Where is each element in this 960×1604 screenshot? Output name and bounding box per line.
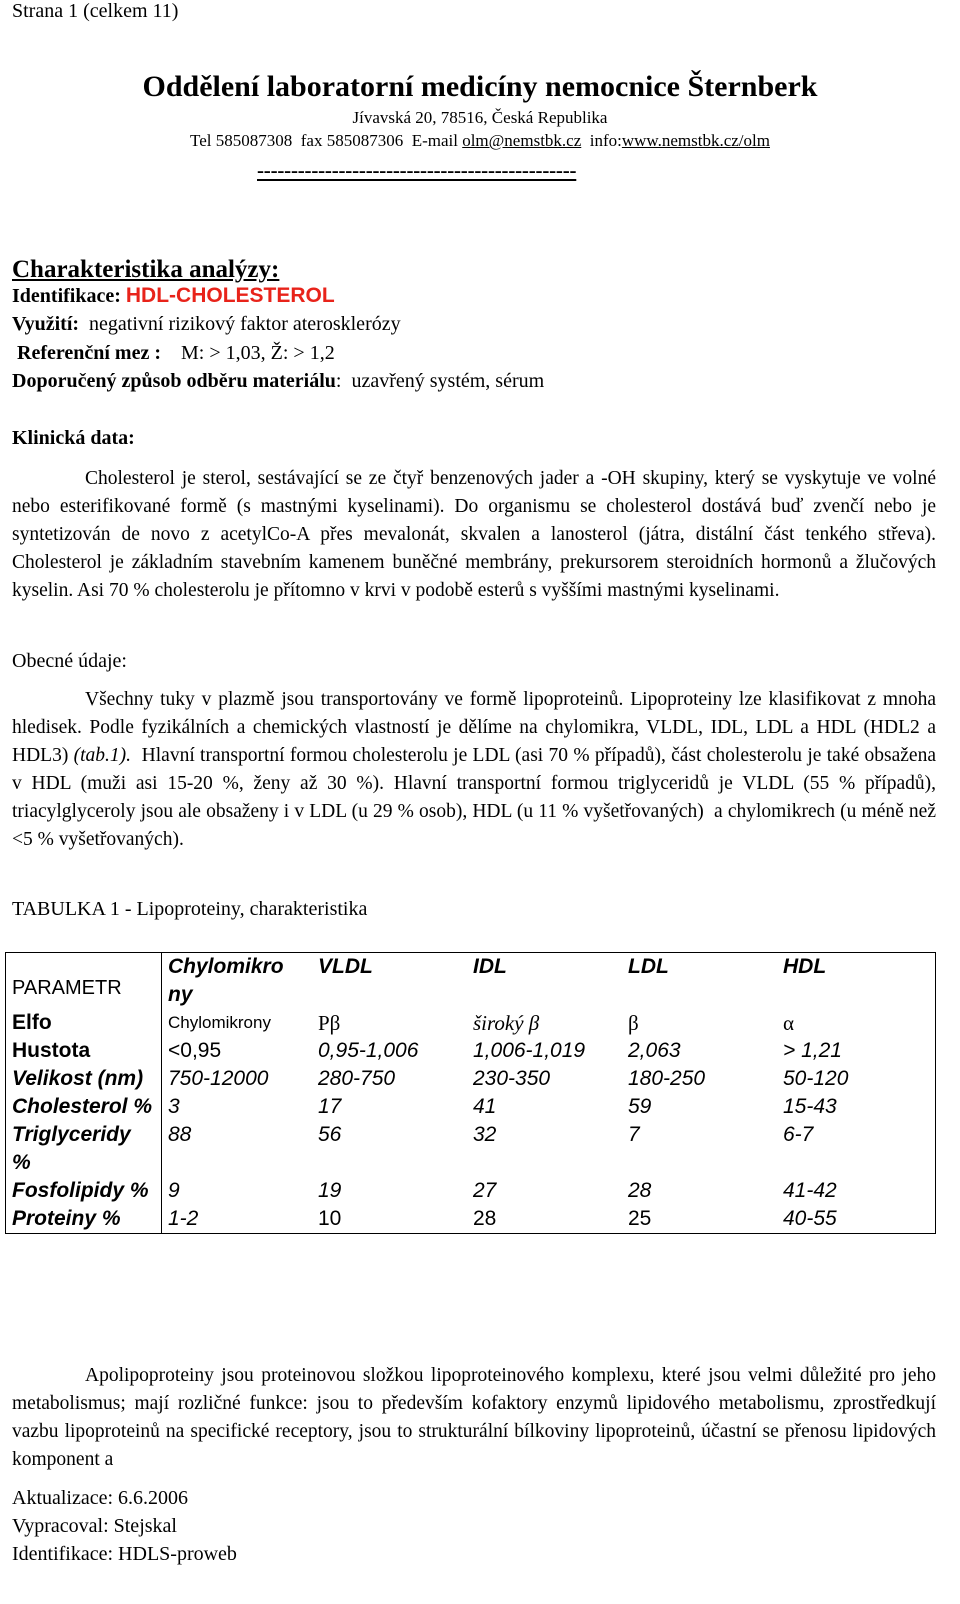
reference-label: Referenční mez : <box>12 342 162 364</box>
table-row <box>6 1037 936 1065</box>
identification-value: HDL-CHOLESTEROL <box>125 284 335 307</box>
header-idl: IDL <box>467 953 622 1010</box>
cell: 59 <box>628 1095 652 1118</box>
sample-row <box>12 370 544 393</box>
cell: 6-7 <box>777 1121 936 1177</box>
table-row <box>6 1093 936 1121</box>
table-row <box>6 1121 936 1177</box>
header-vldl: VLDL <box>312 953 467 1010</box>
organization-address: Jívavská 20, 78516, Česká Republika <box>352 108 608 127</box>
clinical-paragraph <box>12 465 936 605</box>
cell-text: široký β <box>473 1011 540 1035</box>
info-prefix: info: <box>581 131 622 150</box>
use-value: negativní rizikový faktor aterosklerózy <box>79 313 401 335</box>
param-elfo: Elfo <box>6 1009 162 1037</box>
website-link[interactable]: www.nemstbk.cz/olm <box>621 131 770 150</box>
sample-label: Doporučený způsob odběru materiálu <box>12 370 336 392</box>
email-link[interactable]: olm@nemstbk.cz <box>462 131 582 150</box>
apolipoprotein-paragraph <box>12 1362 936 1474</box>
cell: 180-250 <box>628 1067 706 1090</box>
header-hdl: HDL <box>777 953 936 1010</box>
sample-value: : uzavřený systém, sérum <box>335 370 545 392</box>
cell: 7 <box>628 1123 640 1146</box>
cell: Chylomikrony <box>168 1013 271 1032</box>
param-velikost-text: Velikost (nm) <box>12 1067 144 1090</box>
cell: 41-42 <box>777 1177 936 1205</box>
header-ldl: LDL <box>622 953 777 1010</box>
cell: 1,006-1,019 <box>473 1039 586 1062</box>
cell: β <box>628 1011 639 1035</box>
cell: 0,95-1,006 <box>318 1039 419 1062</box>
param-cholesterol: Cholesterol % <box>6 1093 162 1121</box>
header-divider: ----------------------------------------------- <box>257 158 577 182</box>
general-data-label: Obecné údaje: <box>12 650 127 672</box>
clinical-data-label: Klinická data: <box>12 427 135 449</box>
reference-row <box>12 342 335 365</box>
cell: <0,95 <box>168 1039 222 1062</box>
cell: 27 <box>473 1179 497 1202</box>
reference-value: M: > 1,03, Ž: > 1,2 <box>161 342 335 364</box>
cell: α <box>777 1009 936 1037</box>
general-text-1: Všechny tuky v plazmě jsou transportovány ve formě lipoproteinů. Lipoproteiny lze klasifikovat z mnoha hledisek. Podle fyzikálních a chemických vlastností je dělíme na chylomikra, VLDL, IDL, LDL a HDL (HDL2 a HDL3) <box>12 689 936 766</box>
cell: 19 <box>318 1179 342 1202</box>
cell: 56 <box>318 1123 342 1146</box>
use-label: Využití: <box>12 313 80 335</box>
cell: 1-2 <box>162 1205 313 1234</box>
table-row <box>6 1065 936 1093</box>
cell: 10 <box>312 1205 467 1234</box>
cell: 230-350 <box>473 1067 551 1090</box>
clinical-text: Cholesterol je sterol, sestávající se ze čtyř benzenových jader a -OH skupiny, který se vyskytuje ve volné nebo esterifikované formě (s mastnými kyselinami). Do organismu se cholesterol dostává buď zvenčí nebo je syntetizován de novo z acetylCo-A přes mevalonát, skvalen a lanosterol (játra, distální část tenkého střeva). Cholesterol je základním stavebním kamenem buněčné membrány, prekursorem steroidních hormonů a žlučových kyselin. Asi 70 % cholesterolu je přítomno v krvi v podobě esterů s vyššími mastnými kyselinami. <box>12 468 936 601</box>
cell: 28 <box>467 1205 622 1234</box>
general-paragraph <box>12 686 941 854</box>
cell: > 1,21 <box>777 1037 936 1065</box>
contact-line <box>0 131 960 151</box>
table-caption: TABULKA 1 - Lipoproteiny, charakteristika <box>12 898 368 920</box>
apolipoprotein-text: Apolipoproteiny jsou proteinovou složkou lipoproteinového komplexu, které jsou velmi důležité pro jeho metabolismus; mají rozličné funkce: jsou to především kofaktory enzymů lipidového metabolismu, zprostředkují vazbu lipoproteinů na specifické receptory, jsou to strukturální bílkoviny lipoproteinů, účastní se přenosu lipidových komponent a <box>12 1365 936 1470</box>
table-header-row <box>6 953 936 1010</box>
cell: 15-43 <box>777 1093 936 1121</box>
cell: 9 <box>168 1179 180 1202</box>
identification-label: Identifikace: <box>12 285 126 307</box>
cell <box>467 1009 622 1037</box>
cell: 40-55 <box>777 1205 936 1234</box>
cell: 280-750 <box>318 1067 396 1090</box>
header-parameter <box>6 953 162 1010</box>
cell: 28 <box>628 1179 652 1202</box>
footer-identification: Identifikace: HDLS-proweb <box>12 1543 237 1565</box>
cell: Pβ <box>318 1011 341 1035</box>
param-proteiny: Proteiny % <box>6 1205 162 1234</box>
identification-row <box>12 284 335 308</box>
cell: 2,063 <box>628 1039 681 1062</box>
cell: 25 <box>622 1205 777 1234</box>
table-reference: (tab.1). <box>73 745 132 766</box>
footer <box>12 1484 237 1568</box>
table-row <box>6 1205 936 1234</box>
table-row <box>6 1177 936 1205</box>
header-parameter-text: PARAMETR <box>12 977 122 999</box>
param-hustota: Hustota <box>6 1037 162 1065</box>
general-text-2: Hlavní transportní formou cholesterolu je LDL (asi 70 % případů), část cholesterolu je také obsažena v HDL (muži asi 15-20 %, ženy až 30 %). Hlavní transportní formou triglyceridů je VLDL (55 % případů), triacylglyceroly jsou ale obsaženy i v LDL (u 29 % osob), HDL (u 11 % vyšetřovaných) a chylomikrech (u méně než <5 % vyšetřovaných). <box>12 745 941 850</box>
header-chylomicrons: Chylomikro ny <box>162 953 313 1010</box>
param-triglyceridy: Triglyceridy % <box>6 1121 162 1177</box>
table-row <box>6 1009 936 1037</box>
cell: 50-120 <box>777 1065 936 1093</box>
cell: 750-12000 <box>168 1067 269 1090</box>
organization-title: Oddělení laboratorní medicíny nemocnice Šternberk <box>142 70 818 103</box>
cell: 88 <box>168 1123 192 1146</box>
contact-phone-fax: Tel 585087308 fax 585087306 E-mail <box>190 131 463 150</box>
section-title: Charakteristika analýzy: <box>12 256 280 283</box>
cell: 41 <box>473 1095 497 1118</box>
footer-updated: Aktualizace: 6.6.2006 <box>12 1487 189 1509</box>
param-velikost <box>6 1065 162 1093</box>
param-fosfolipidy: Fosfolipidy % <box>6 1177 162 1205</box>
page-number: Strana 1 (celkem 11) <box>12 0 179 22</box>
lipoprotein-table <box>5 952 936 1234</box>
cell: 32 <box>473 1123 497 1146</box>
footer-author: Vypracoval: Stejskal <box>12 1515 177 1537</box>
use-row <box>12 313 401 336</box>
cell: 17 <box>318 1095 342 1118</box>
cell: 3 <box>168 1095 180 1118</box>
